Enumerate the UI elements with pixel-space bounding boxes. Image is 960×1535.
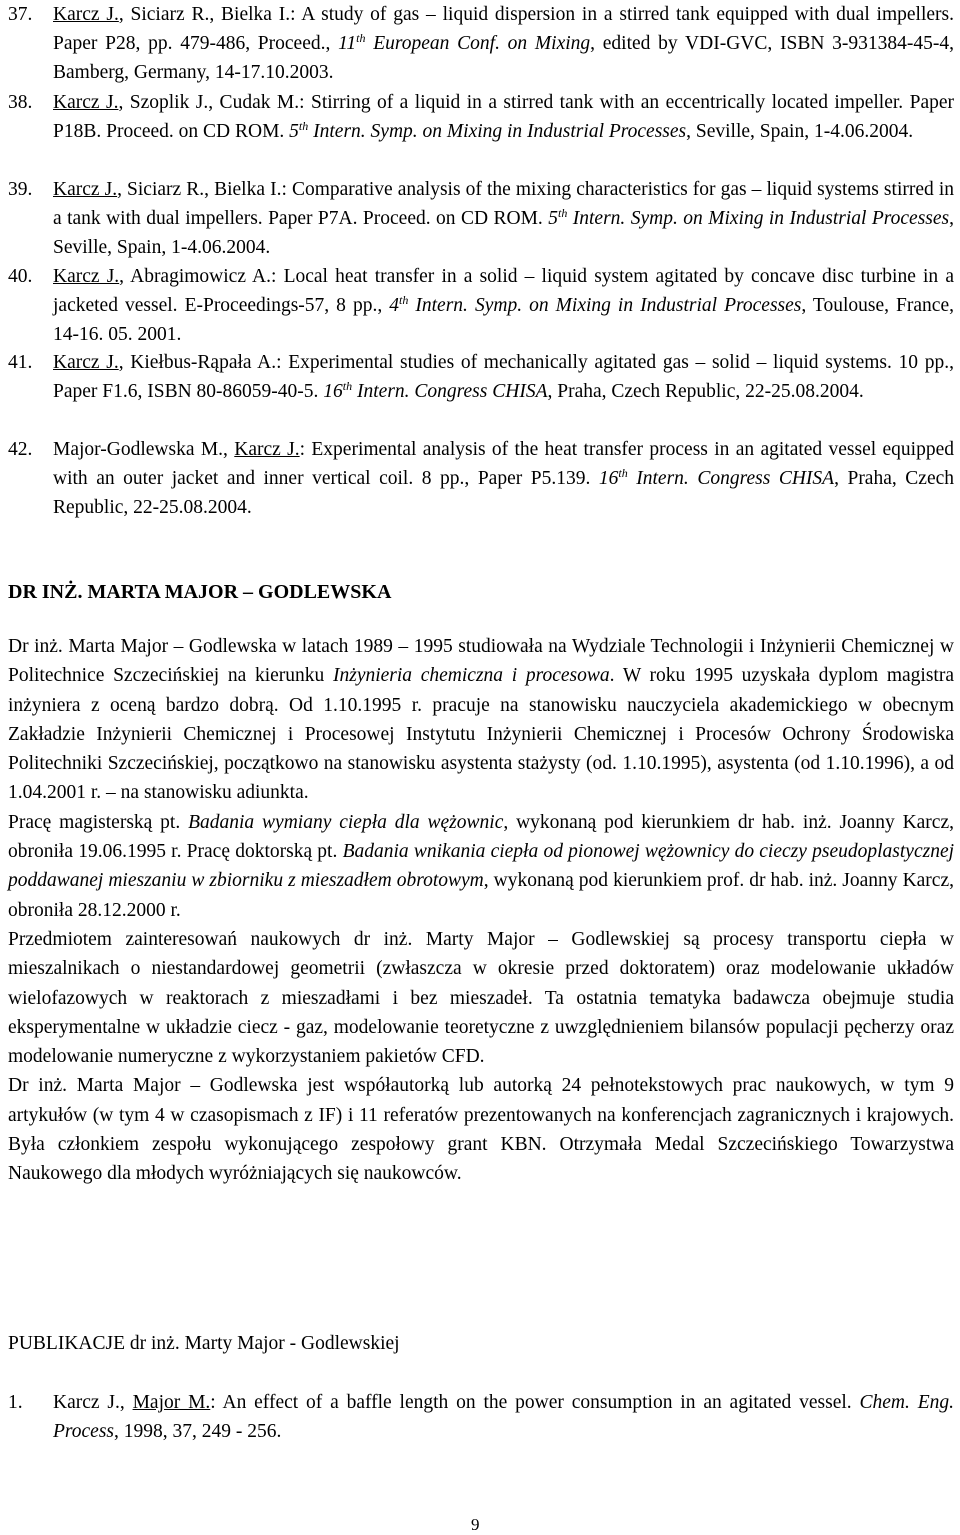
bio-paragraph: Dr inż. Marta Major – Godlewska jest współautorką lub autorką 24 pełnotekstowych prac naukowych, w tym 9 artykułów (w tym 4 w czasopismach z IF) i 11 referatów prezentowanych na konferencjach zagranicznych i krajowych. Była członkiem zespołu wykonującego zespołowy grant KBN. Otrzymała Medal Szczecińskiego Towarzystwa Naukowego dla młodych wyróżniających się naukowców. — [8, 1075, 954, 1185]
reference-text: Karcz J., Siciarz R., Bielka I.: A study of gas – liquid dispersion in a stirred tank equipped with dual impellers. Paper P28, pp. 479-486, Proceed., 11th European Conf. on Mixing, edited by VDI-GVC, ISBN 3-931384-45-4, Bamberg, Germany, 14-17.10.2003. — [53, 4, 954, 83]
reference-number: 38. — [8, 92, 33, 113]
reference-39 — [8, 175, 954, 262]
reference-text: Karcz J., Kiełbus-Rąpała A.: Experimental studies of mechanically agitated gas – solid – liquid systems. 10 pp., Paper F1.6, ISBN 80-86059-40-5. 16th Intern. Congress CHISA, Praha, Czech Republic, 22-25.08.2004. — [53, 352, 954, 402]
publication-number: 1. — [8, 1392, 23, 1413]
reference-41 — [8, 348, 954, 406]
reference-text: Major-Godlewska M., Karcz J.: Experimental analysis of the heat transfer process in an agitated vessel equipped with an outer jacket and inner vertical coil. 8 pp., Paper P5.139. 16th Intern. Congress CHISA, Praha, Czech Republic, 22-25.08.2004. — [53, 439, 955, 518]
reference-text: Karcz J., Siciarz R., Bielka I.: Comparative analysis of the mixing characteristics for gas – liquid systems stirred in a tank with dual impellers. Paper P7A. Proceed. on CD ROM. 5th Intern. Symp. on Mixing in Industrial Processes, Seville, Spain, 1-4.06.2004. — [53, 179, 954, 258]
publication-text: Karcz J., Major M.: An effect of a baffle length on the power consumption in an agitated vessel. Chem. Eng. Process, 1998, 37, 249 - 256. — [53, 1392, 954, 1442]
page-number: 9 — [471, 1515, 480, 1534]
reference-number: 41. — [8, 352, 33, 373]
publication-1 — [8, 1388, 954, 1446]
bio-paragraph: Przedmiotem zainteresowań naukowych dr inż. Marty Major – Godlewskiej są procesy transportu ciepła w mieszalnikach o niestandardowej geometrii (zwłaszcza w okresie przed doktoratem) oraz modelowanie układów wielofazowych w reaktorach z mieszadłami i bez mieszadeł. Ta ostatnia tematyka badawcza obejmuje studia eksperymentalne w układzie ciecz - gaz, modelowanie teoretyczne z uwzględnieniem bilansów populacji pęcherzy oraz modelowanie numeryczne z wykorzystaniem pakietów CFD. — [8, 928, 954, 1068]
reference-text: Karcz J., Abragimowicz A.: Local heat transfer in a solid – liquid system agitated by concave disc turbine in a jacketed vessel. E-Proceedings-57, 8 pp., 4th Intern. Symp. on Mixing in Industrial Processes, Toulouse, France, 14-16. 05. 2001. — [53, 266, 954, 345]
bio-paragraph: Dr inż. Marta Major – Godlewska w latach 1989 – 1995 studiowała na Wydziale Technologii i Inżynierii Chemicznej w Politechnice Szczecińskiej na kierunku Inżynieria chemiczna i procesowa. W roku 1995 uzyskała dyplom magistra inżyniera z oceną bardzo dobrą. Od 1.10.1995 r. pracuje na stanowisku nauczyciela akademickiego w obecnym Zakładzie Inżynierii Chemicznej i Procesowej Instytutu Inżynierii Chemicznej i Procesów Ochrony Środowiska Politechniki Szczecińskiej, początkowo na stanowisku asystenta stażysty (od. 1.10.1995), asystenta (od 1.10.1996), a od 1.04.2001 r. – na stanowisku adiunkta. — [8, 636, 954, 804]
reference-text: Karcz J., Szoplik J., Cudak M.: Stirring of a liquid in a stirred tank with an eccentrically located impeller. Paper P18B. Proceed. on CD ROM. 5th Intern. Symp. on Mixing in Industrial Processes, Seville, Spain, 1-4.06.2004. — [53, 92, 954, 142]
reference-40 — [8, 262, 954, 349]
reference-38 — [8, 88, 954, 146]
reference-number: 39. — [8, 179, 33, 200]
section-title: DR INŻ. MARTA MAJOR – GODLEWSKA — [8, 581, 392, 603]
reference-number: 40. — [8, 266, 33, 287]
bio-paragraph: Pracę magisterską pt. Badania wymiany ciepła dla wężownic, wykonaną pod kierunkiem dr hab. inż. Joanny Karcz, obroniła 19.06.1995 r. Pracę doktorską pt. Badania wnikania ciepła od pionowej wężownicy do cieczy pseudoplastycznej poddawanej mieszaniu w zbiorniku z mieszadłem obrotowym, wykonaną pod kierunkiem prof. dr hab. inż. Joanny Karcz, obroniła 28.12.2000 r. — [8, 811, 955, 921]
reference-42 — [8, 435, 954, 522]
reference-number: 37. — [8, 4, 33, 25]
biography — [8, 632, 954, 1189]
reference-37 — [8, 0, 954, 87]
reference-number: 42. — [8, 439, 33, 460]
publications-title: PUBLIKACJE dr inż. Marty Major - Godlewskiej — [8, 1333, 400, 1354]
